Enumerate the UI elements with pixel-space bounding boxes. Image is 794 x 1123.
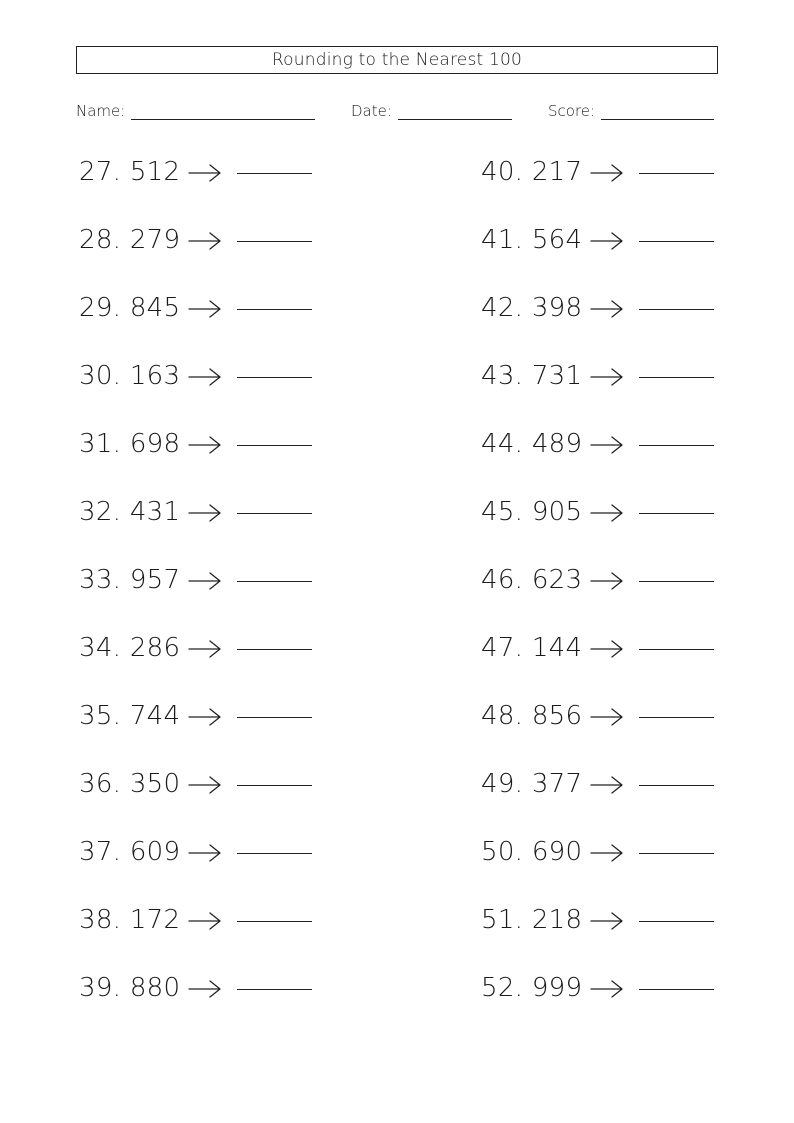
problem-value: 144	[531, 633, 583, 663]
answer-blank[interactable]	[639, 173, 714, 174]
problem-number	[481, 633, 582, 663]
right-arrow-icon	[187, 161, 223, 185]
problem-number	[79, 293, 180, 323]
problem-number	[79, 497, 180, 527]
date-blank[interactable]	[398, 101, 512, 120]
problem-number	[481, 565, 582, 595]
problem-number	[79, 361, 180, 391]
problem-row	[481, 150, 794, 218]
problem-row	[481, 626, 794, 694]
worksheet-title: Rounding to the Nearest 100	[76, 46, 718, 74]
problem-value: 279	[129, 225, 181, 255]
problem-index: 31.	[79, 429, 122, 459]
answer-blank[interactable]	[639, 513, 714, 514]
problem-row	[79, 558, 399, 626]
problem-number	[79, 429, 180, 459]
problem-value: 623	[531, 565, 583, 595]
problem-row	[481, 762, 794, 830]
problems-left-column	[79, 150, 399, 1034]
problem-row	[79, 694, 399, 762]
problem-value: 350	[129, 769, 181, 799]
problem-value: 845	[129, 293, 181, 323]
problem-row	[79, 966, 399, 1034]
problem-row	[79, 898, 399, 966]
problem-index: 32.	[79, 497, 122, 527]
problem-number	[481, 293, 582, 323]
right-arrow-icon	[589, 773, 625, 797]
problem-value: 609	[129, 837, 181, 867]
date-label: Date:	[351, 102, 392, 120]
right-arrow-icon	[589, 365, 625, 389]
problem-row	[79, 490, 399, 558]
answer-blank[interactable]	[639, 581, 714, 582]
problem-row	[481, 286, 794, 354]
problem-index: 40.	[481, 157, 524, 187]
problem-index: 42.	[481, 293, 524, 323]
score-field[interactable]	[548, 100, 714, 120]
problem-number	[79, 973, 180, 1003]
answer-blank[interactable]	[639, 649, 714, 650]
answer-blank[interactable]	[237, 377, 312, 378]
name-label: Name:	[76, 102, 126, 120]
right-arrow-icon	[589, 433, 625, 457]
answer-blank[interactable]	[639, 989, 714, 990]
answer-blank[interactable]	[237, 581, 312, 582]
answer-blank[interactable]	[237, 309, 312, 310]
problem-index: 29.	[79, 293, 122, 323]
answer-blank[interactable]	[237, 921, 312, 922]
problem-row	[79, 422, 399, 490]
problem-value: 512	[129, 157, 181, 187]
problem-index: 43.	[481, 361, 524, 391]
score-label: Score:	[548, 102, 596, 120]
right-arrow-icon	[589, 637, 625, 661]
answer-blank[interactable]	[639, 717, 714, 718]
problem-number	[481, 837, 582, 867]
problem-row	[481, 490, 794, 558]
problem-number	[481, 905, 582, 935]
problem-value: 172	[129, 905, 181, 935]
right-arrow-icon	[187, 705, 223, 729]
problem-index: 49.	[481, 769, 524, 799]
answer-blank[interactable]	[237, 445, 312, 446]
problem-number	[481, 497, 582, 527]
problem-row	[79, 150, 399, 218]
right-arrow-icon	[187, 229, 223, 253]
student-info-row	[76, 100, 719, 122]
answer-blank[interactable]	[639, 785, 714, 786]
problem-row	[481, 218, 794, 286]
problem-value: 957	[129, 565, 181, 595]
problem-index: 36.	[79, 769, 122, 799]
name-blank[interactable]	[131, 101, 315, 120]
date-field[interactable]	[351, 100, 512, 120]
answer-blank[interactable]	[237, 785, 312, 786]
problem-index: 33.	[79, 565, 122, 595]
right-arrow-icon	[589, 297, 625, 321]
problem-row	[481, 422, 794, 490]
problem-row	[481, 966, 794, 1034]
problem-index: 35.	[79, 701, 122, 731]
answer-blank[interactable]	[639, 241, 714, 242]
answer-blank[interactable]	[639, 377, 714, 378]
problem-row	[481, 830, 794, 898]
right-arrow-icon	[187, 569, 223, 593]
problem-index: 47.	[481, 633, 524, 663]
right-arrow-icon	[589, 705, 625, 729]
right-arrow-icon	[589, 909, 625, 933]
problem-value: 398	[531, 293, 583, 323]
problem-number	[481, 769, 582, 799]
problems-right-column	[481, 150, 794, 1034]
problem-number	[481, 701, 582, 731]
problem-value: 163	[129, 361, 181, 391]
problem-number	[79, 769, 180, 799]
problem-value: 217	[531, 157, 583, 187]
right-arrow-icon	[187, 637, 223, 661]
right-arrow-icon	[187, 297, 223, 321]
right-arrow-icon	[589, 977, 625, 1001]
problem-row	[79, 218, 399, 286]
problem-number	[79, 701, 180, 731]
answer-blank[interactable]	[639, 921, 714, 922]
problem-number	[481, 361, 582, 391]
right-arrow-icon	[589, 501, 625, 525]
problem-number	[79, 905, 180, 935]
problem-index: 28.	[79, 225, 122, 255]
right-arrow-icon	[589, 229, 625, 253]
problem-index: 27.	[79, 157, 122, 187]
problem-index: 52.	[481, 973, 524, 1003]
problem-number	[481, 973, 582, 1003]
problem-row	[79, 286, 399, 354]
problem-number	[481, 429, 582, 459]
right-arrow-icon	[589, 841, 625, 865]
answer-blank[interactable]	[639, 445, 714, 446]
problem-index: 38.	[79, 905, 122, 935]
answer-blank[interactable]	[237, 513, 312, 514]
answer-blank[interactable]	[237, 853, 312, 854]
problem-number	[481, 157, 582, 187]
problem-row	[79, 830, 399, 898]
problem-value: 698	[129, 429, 181, 459]
problem-row	[481, 694, 794, 762]
answer-blank[interactable]	[237, 717, 312, 718]
problem-index: 39.	[79, 973, 122, 1003]
problem-row	[481, 898, 794, 966]
problem-index: 34.	[79, 633, 122, 663]
right-arrow-icon	[187, 773, 223, 797]
right-arrow-icon	[589, 569, 625, 593]
problem-index: 46.	[481, 565, 524, 595]
answer-blank[interactable]	[639, 853, 714, 854]
answer-blank[interactable]	[237, 989, 312, 990]
problem-number	[79, 225, 180, 255]
problem-value: 218	[531, 905, 583, 935]
problem-row	[79, 762, 399, 830]
problem-value: 731	[531, 361, 583, 391]
answer-blank[interactable]	[237, 241, 312, 242]
problem-index: 30.	[79, 361, 122, 391]
problem-index: 41.	[481, 225, 524, 255]
problem-value: 856	[531, 701, 583, 731]
name-field[interactable]	[76, 100, 315, 120]
problem-index: 48.	[481, 701, 524, 731]
problem-number	[481, 225, 582, 255]
problem-number	[79, 633, 180, 663]
right-arrow-icon	[187, 365, 223, 389]
problem-value: 999	[531, 973, 583, 1003]
answer-blank[interactable]	[639, 309, 714, 310]
problem-number	[79, 157, 180, 187]
problem-value: 489	[531, 429, 583, 459]
right-arrow-icon	[187, 433, 223, 457]
problem-index: 37.	[79, 837, 122, 867]
problem-number	[79, 837, 180, 867]
right-arrow-icon	[187, 841, 223, 865]
problem-row	[79, 626, 399, 694]
problem-value: 431	[129, 497, 181, 527]
problem-index: 51.	[481, 905, 524, 935]
score-blank[interactable]	[601, 101, 714, 120]
problem-row	[481, 558, 794, 626]
answer-blank[interactable]	[237, 173, 312, 174]
right-arrow-icon	[187, 977, 223, 1001]
right-arrow-icon	[187, 501, 223, 525]
problem-value: 905	[531, 497, 583, 527]
right-arrow-icon	[589, 161, 625, 185]
problem-index: 50.	[481, 837, 524, 867]
problem-row	[481, 354, 794, 422]
problem-row	[79, 354, 399, 422]
answer-blank[interactable]	[237, 649, 312, 650]
problem-value: 744	[129, 701, 181, 731]
problem-number	[79, 565, 180, 595]
problem-value: 690	[531, 837, 583, 867]
problem-index: 45.	[481, 497, 524, 527]
problem-value: 564	[531, 225, 583, 255]
problem-value: 377	[531, 769, 583, 799]
problem-value: 286	[129, 633, 181, 663]
right-arrow-icon	[187, 909, 223, 933]
problem-value: 880	[129, 973, 181, 1003]
problem-index: 44.	[481, 429, 524, 459]
